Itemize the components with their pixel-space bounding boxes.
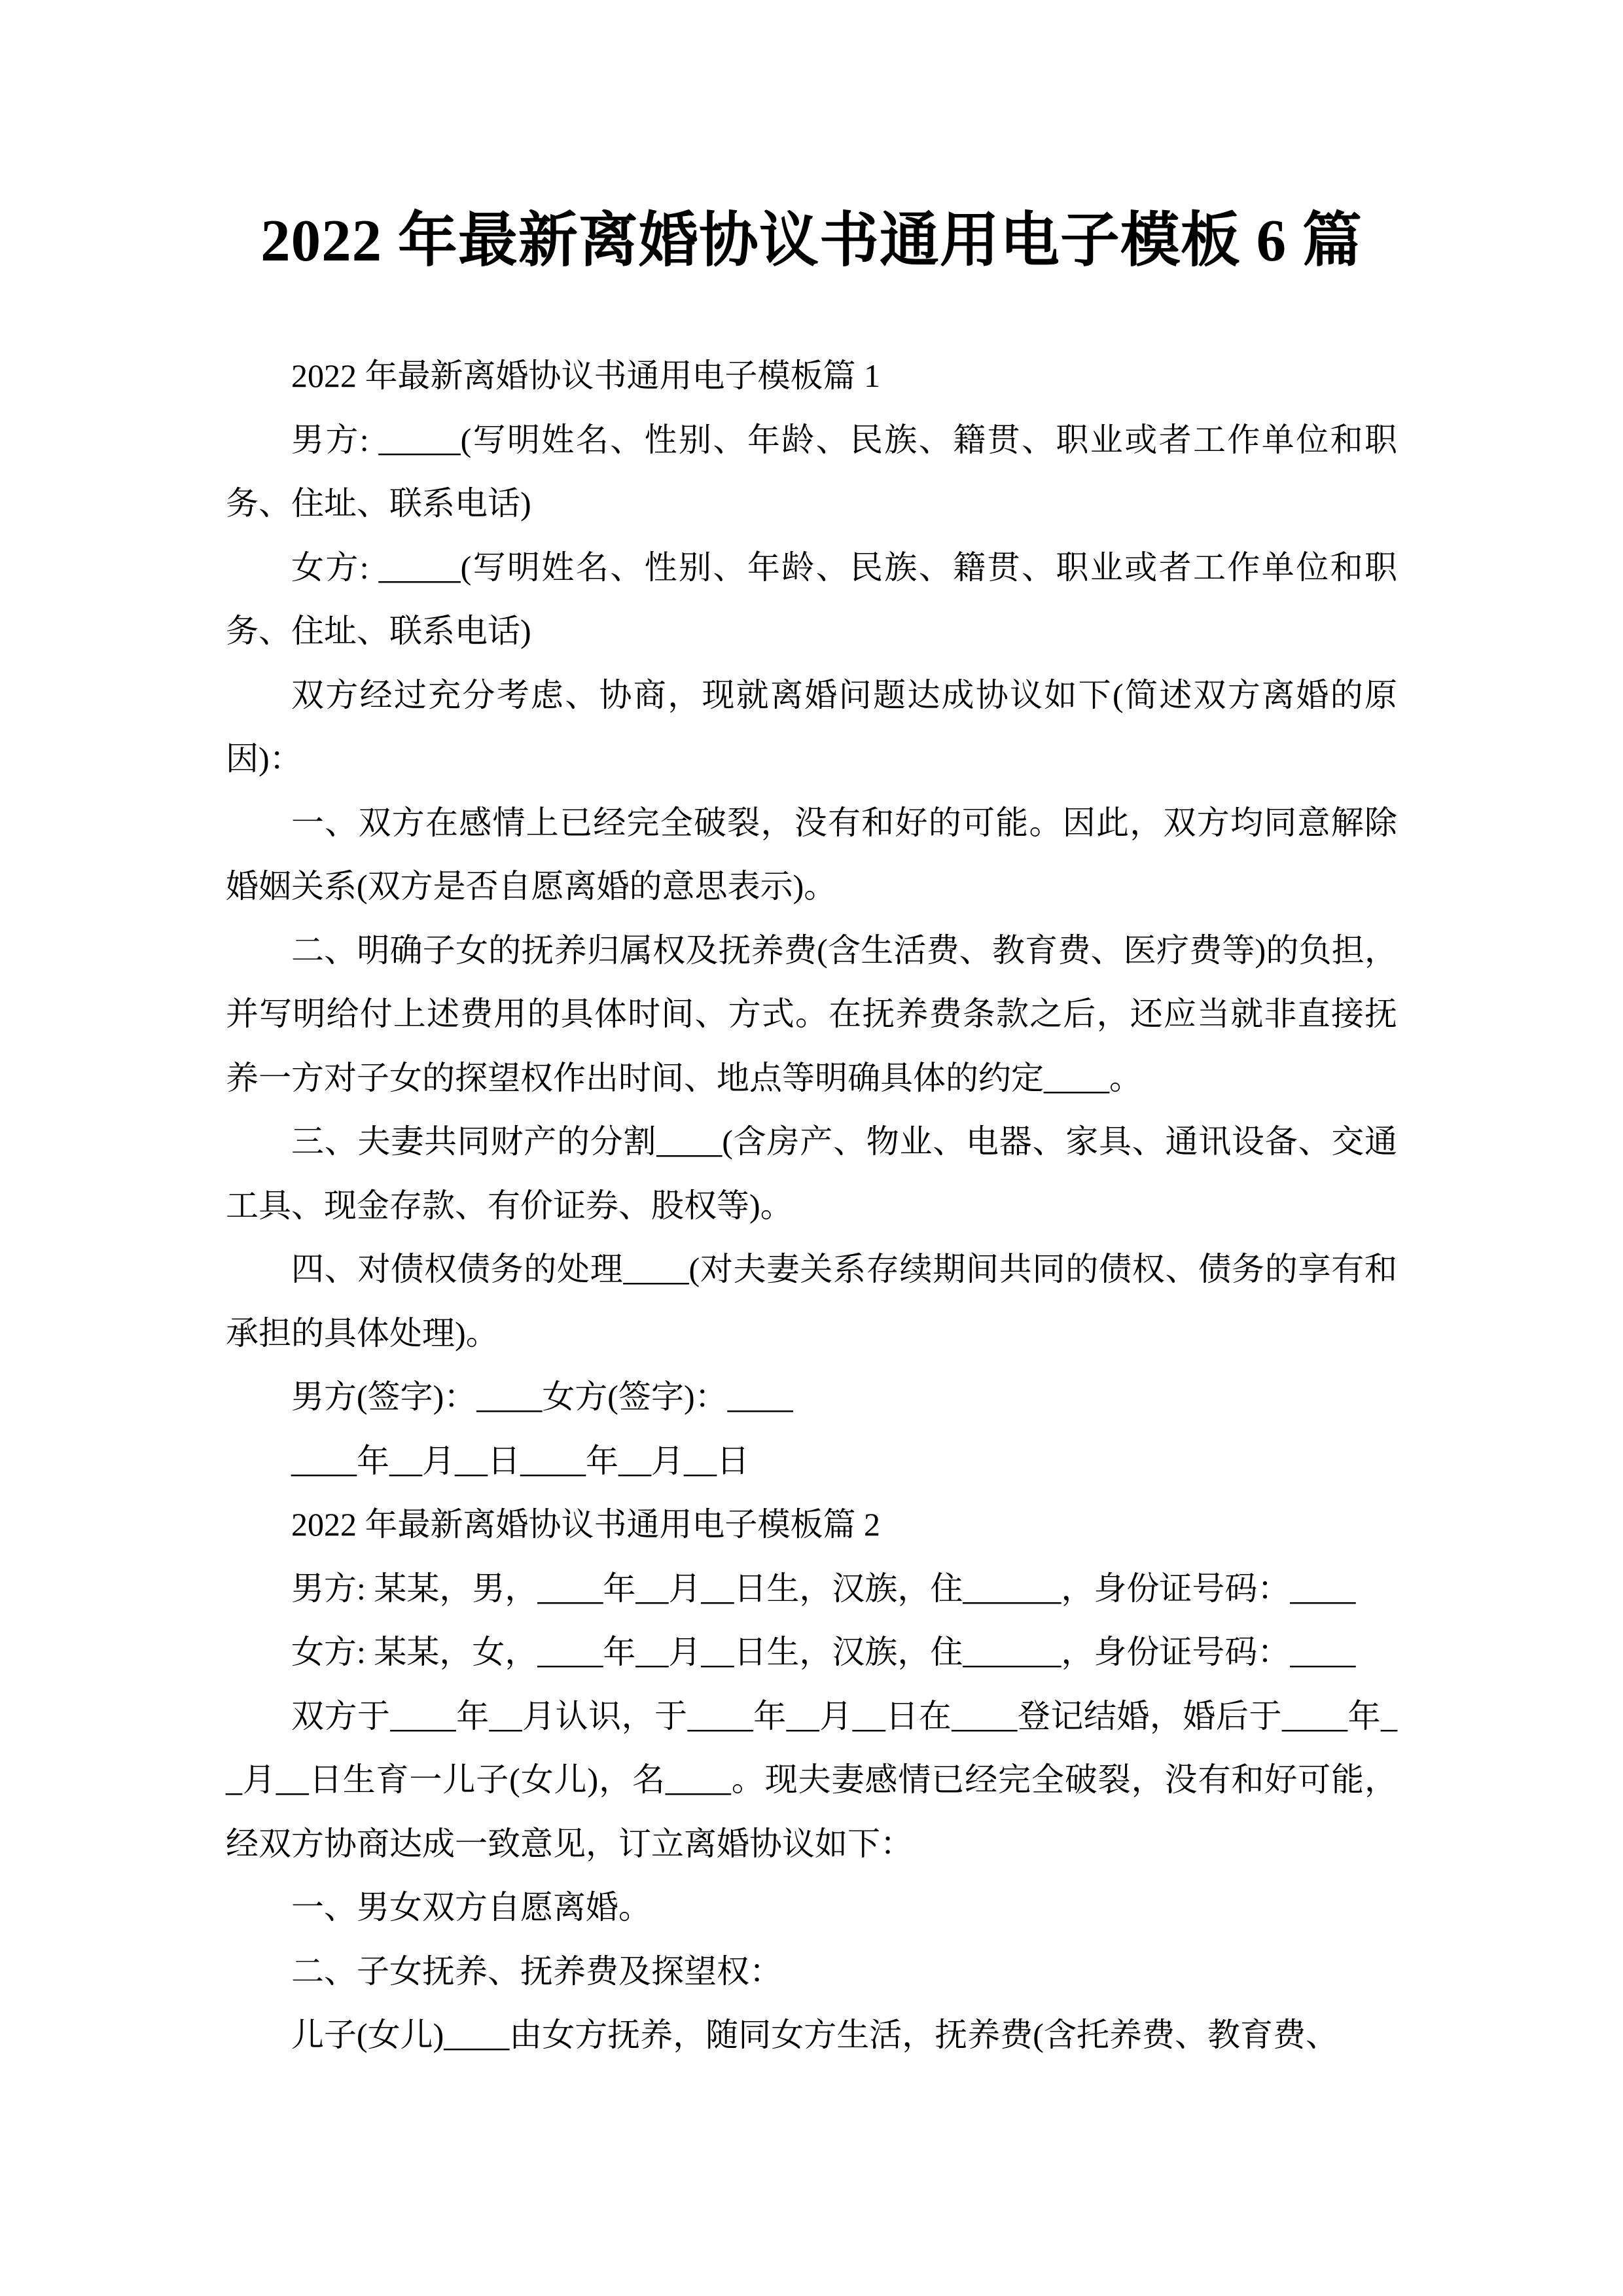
- paragraph: 男方: _____(写明姓名、性别、年龄、民族、籍贯、职业或者工作单位和职务、住址、联系电话): [226, 421, 1397, 522]
- document-title: 2022 年最新离婚协议书通用电子模板 6 篇: [260, 207, 1363, 274]
- paragraph: 二、子女抚养、抚养费及探望权：: [291, 1952, 782, 1990]
- paragraph: 双方经过充分考虑、协商，现就离婚问题达成协议如下(简述双方离婚的原因)：: [226, 676, 1397, 777]
- paragraph: 双方于____年__月认识，于____年__月__日在____登记结婚，婚后于____年__月__日生育一儿子(女儿)，名____。现夫妻感情已经完全破裂，没有和好可能，经双方协商达成一致意见，订立离婚协议如下：: [226, 1697, 1397, 1862]
- paragraph: 二、明确子女的抚养归属权及抚养费(含生活费、教育费、医疗费等)的负担，并写明给付上述费用的具体时间、方式。在抚养费条款之后，还应当就非直接抚养一方对子女的探望权作出时间、地点等明确具体的约定____。: [226, 931, 1397, 1096]
- paragraph: 2022 年最新离婚协议书通用电子模板篇 2: [291, 1506, 880, 1543]
- paragraph: 四、对债权债务的处理____(对夫妻关系存续期间共同的债权、债务的享有和承担的具体处理)。: [226, 1251, 1397, 1352]
- paragraph: 女方: 某某，女，____年__月__日生，汉族，住______，身份证号码：____: [291, 1634, 1356, 1670]
- paragraph: 一、男女双方自愿离婚。: [291, 1889, 651, 1926]
- paragraph: 三、夫妻共同财产的分割____(含房产、物业、电器、家具、通讯设备、交通工具、现金存款、有价证券、股权等)。: [226, 1123, 1397, 1224]
- paragraph: 男方: 某某，男，____年__月__日生，汉族，住______，身份证号码：____: [291, 1570, 1356, 1607]
- document-body: [226, 344, 1397, 2068]
- paragraph: 2022 年最新离婚协议书通用电子模板篇 1: [291, 357, 880, 394]
- paragraph: 女方: _____(写明姓名、性别、年龄、民族、籍贯、职业或者工作单位和职务、住址、联系电话): [226, 548, 1397, 649]
- paragraph: 男方(签字)：____女方(签字)：____: [291, 1378, 793, 1415]
- paragraph: 一、双方在感情上已经完全破裂，没有和好的可能。因此，双方均同意解除婚姻关系(双方是否自愿离婚的意思表示)。: [226, 804, 1397, 905]
- paragraph: 儿子(女儿)____由女方抚养，随同女方生活，抚养费(含托养费、教育费、: [291, 2017, 1338, 2053]
- paragraph: ____年__月__日____年__月__日: [291, 1442, 749, 1479]
